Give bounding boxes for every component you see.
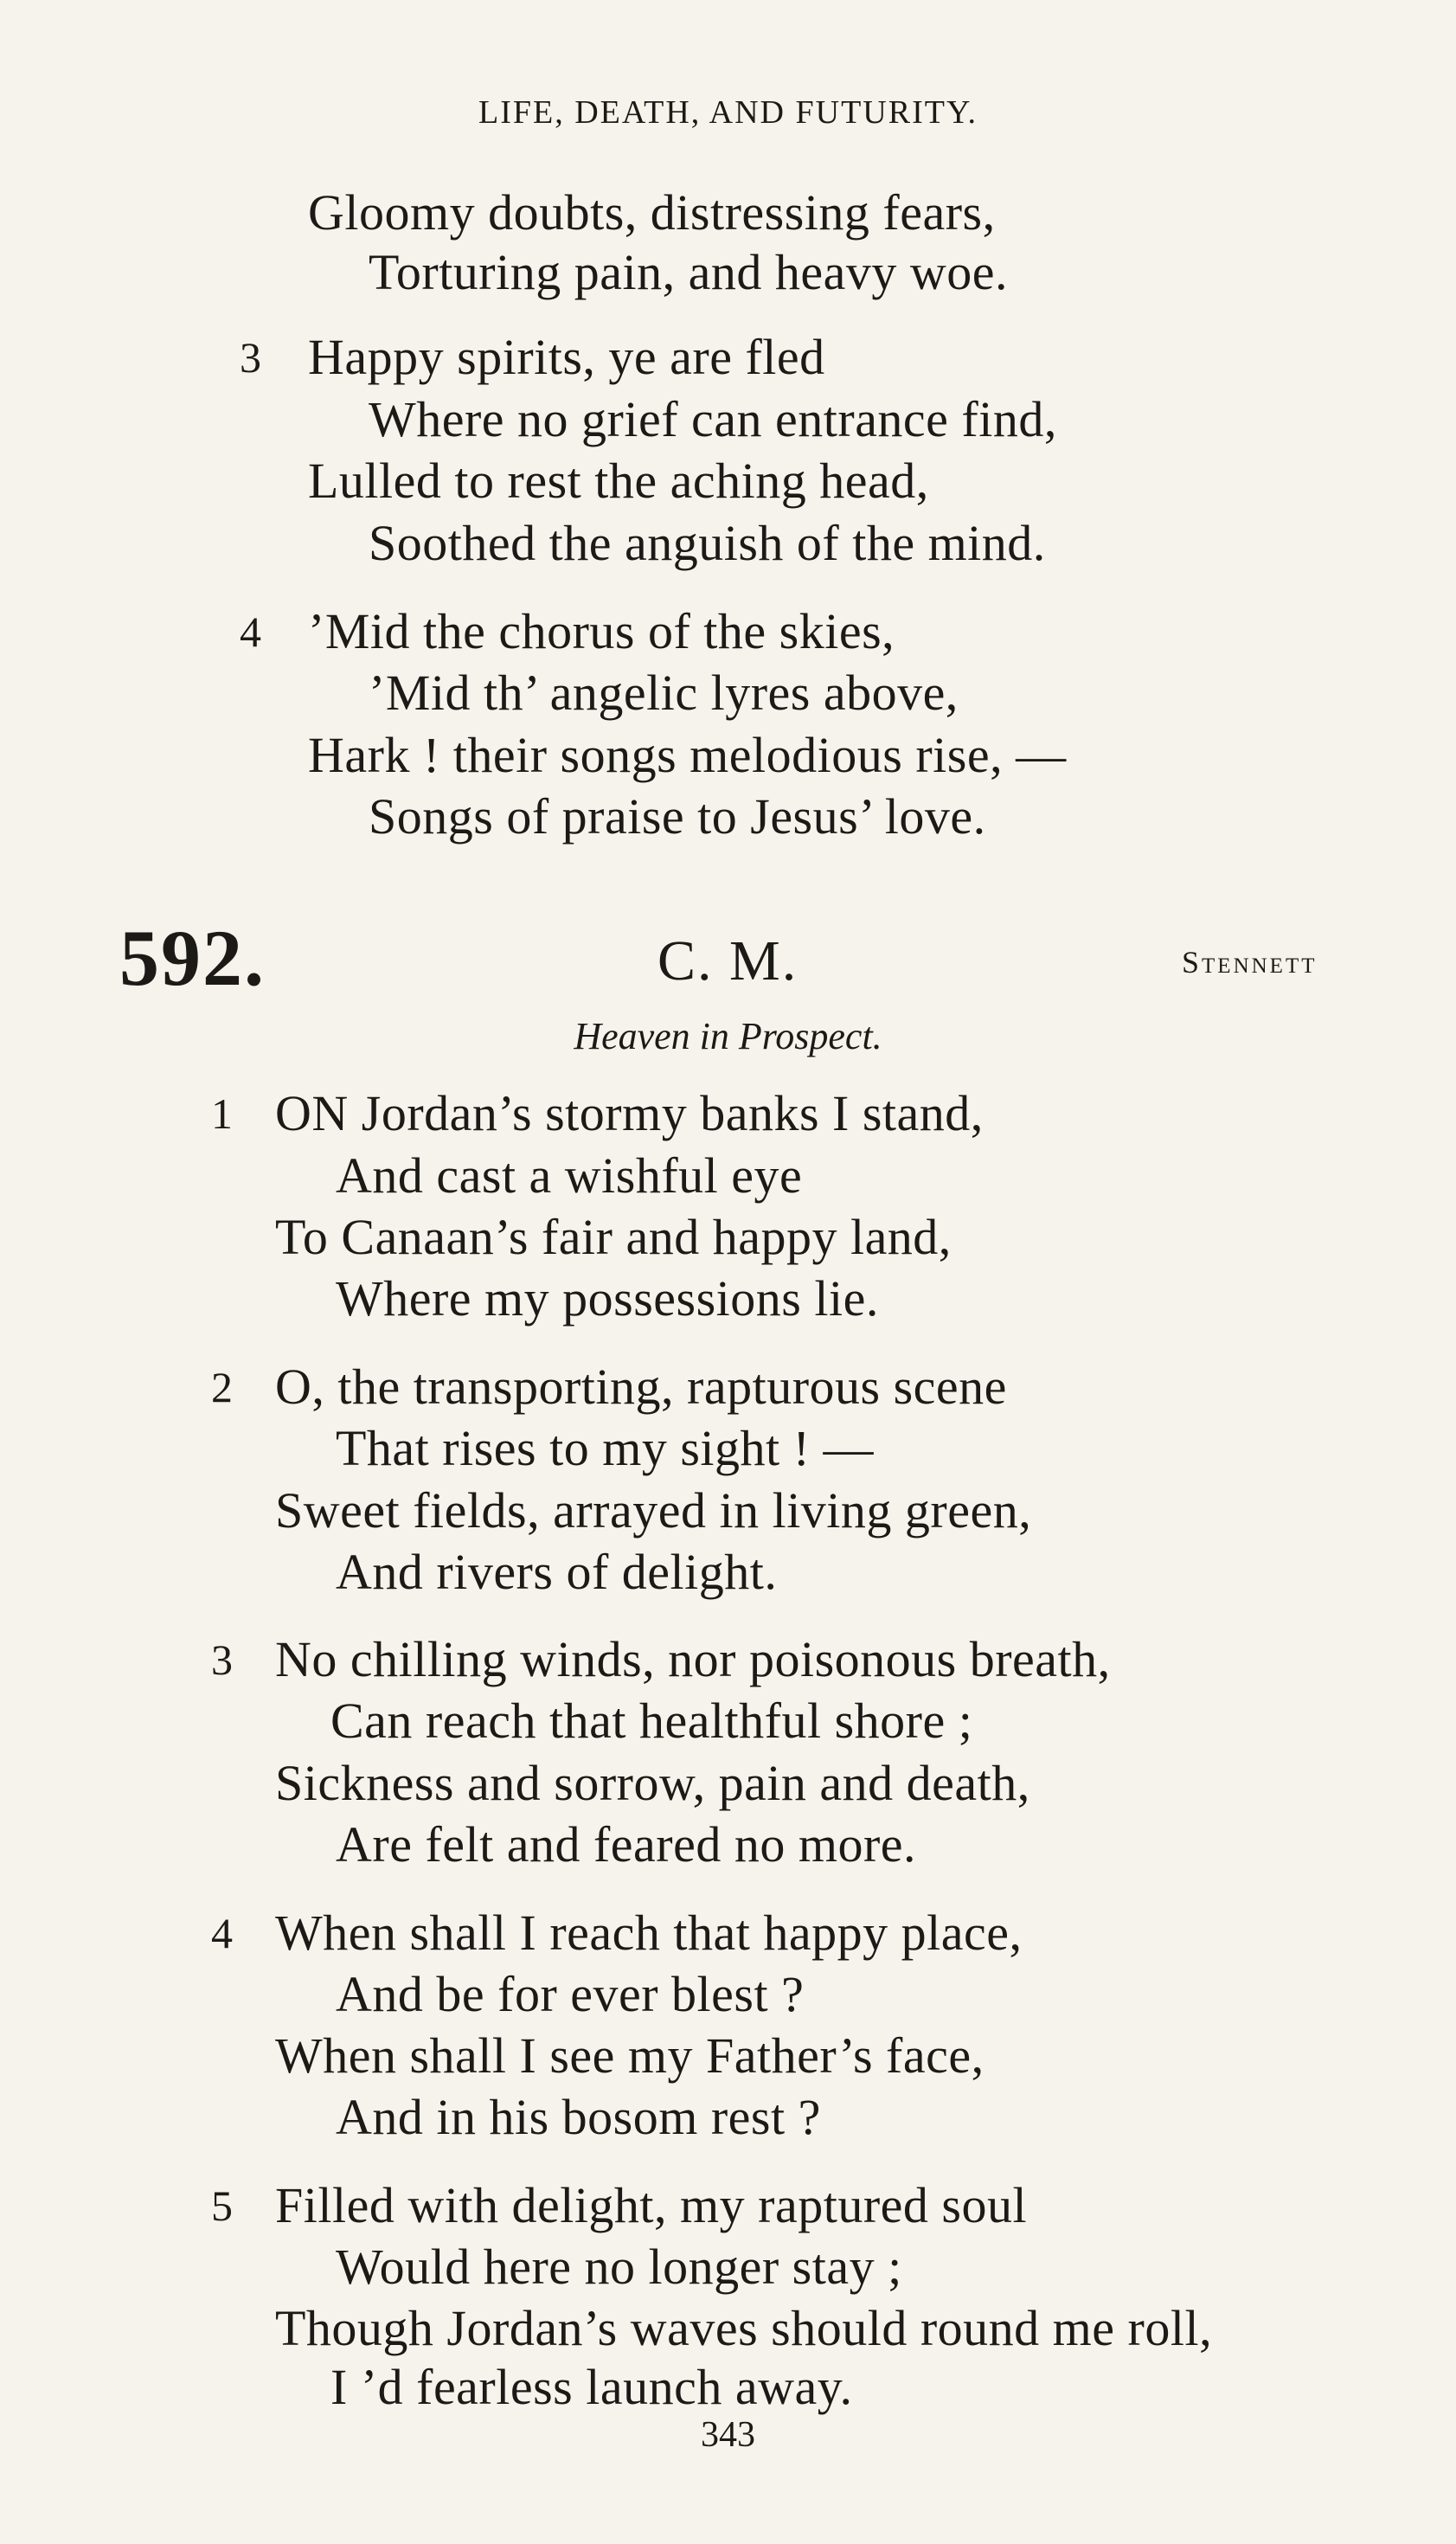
verse-number: 4 [211, 1909, 233, 1957]
verse-line: That rises to my sight ! — [336, 1420, 874, 1476]
verse-line: And in his bosom rest ? [336, 2089, 821, 2145]
verse-line: Filled with delight, my raptured soul [275, 2177, 1028, 2233]
verse-line: Are felt and feared no more. [336, 1816, 917, 1873]
verse-line: I ’d fearless launch away. [330, 2359, 853, 2415]
verse-line: Songs of praise to Jesus’ love. [369, 788, 986, 845]
verse-number: 3 [211, 1635, 233, 1684]
verse-line: Though Jordan’s waves should round me roll, [275, 2300, 1213, 2356]
verse-number: 2 [211, 1363, 233, 1411]
verse-line: O, the transporting, rapturous scene [275, 1359, 1007, 1415]
verse-line: Where no grief can entrance find, [369, 391, 1057, 447]
verse-line: Sickness and sorrow, pain and death, [275, 1755, 1030, 1811]
verse-number: 4 [240, 607, 261, 656]
verse-number: 5 [211, 2181, 233, 2230]
verse-line: Would here no longer stay ; [336, 2239, 902, 2295]
verse-line: To Canaan’s fair and happy land, [275, 1209, 952, 1265]
verse-number: 1 [211, 1089, 233, 1138]
verse-line: Lulled to rest the aching head, [308, 453, 929, 509]
verse-line: And be for ever blest ? [336, 1966, 805, 2022]
verse-line: Happy spirits, ye are fled [308, 329, 825, 385]
running-head: LIFE, DEATH, AND FUTURITY. [478, 94, 978, 131]
hymn-meter: C. M. [657, 929, 799, 993]
verse-line: Sweet fields, arrayed in living green, [275, 1482, 1032, 1539]
verse-line: Can reach that healthful shore ; [330, 1693, 973, 1749]
hymn-subtitle: Heaven in Prospect. [574, 1015, 882, 1057]
verse-line: Where my possessions lie. [336, 1270, 879, 1327]
verse-line: Gloomy doubts, distressing fears, [308, 184, 996, 241]
verse-line: And rivers of delight. [336, 1544, 778, 1600]
verse-line: When shall I reach that happy place, [275, 1905, 1023, 1961]
verse-line: Soothed the anguish of the mind. [369, 515, 1046, 571]
hymn-number: 592. [119, 914, 266, 1002]
verse-number: 3 [240, 333, 261, 382]
verse-line: When shall I see my Father’s face, [275, 2027, 985, 2084]
verse-line: And cast a wishful eye [336, 1147, 803, 1204]
verse-line: ’Mid th’ angelic lyres above, [369, 665, 959, 721]
hymn-author: Stennett [1182, 945, 1318, 980]
verse-line: ’Mid the chorus of the skies, [308, 603, 895, 659]
verse-line: ON Jordan’s stormy banks I stand, [275, 1085, 984, 1141]
verse-line: No chilling winds, nor poisonous breath, [275, 1631, 1111, 1687]
verse-line: Hark ! their songs melodious rise, — [308, 727, 1067, 783]
verse-line: Torturing pain, and heavy woe. [369, 244, 1008, 300]
page-number: 343 [701, 2415, 755, 2455]
